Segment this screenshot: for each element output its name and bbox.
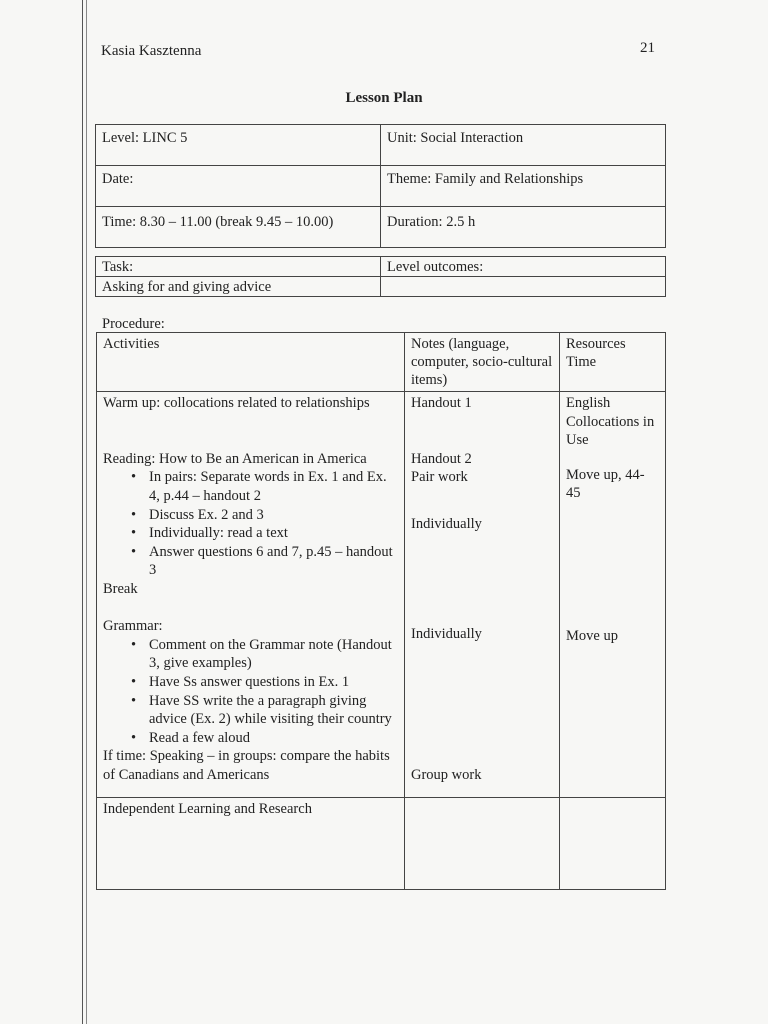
list-item: • Discuss Ex. 2 and 3 [103, 506, 398, 525]
author-name: Kasia Kasztenna [101, 43, 202, 59]
warmup-activity: Warm up: collocations related to relationships [103, 395, 370, 411]
task-value: Asking for and giving advice [96, 277, 381, 297]
activities-cell [97, 392, 405, 798]
task-table [95, 256, 666, 297]
level-cell: Level: LINC 5 [96, 125, 381, 166]
grammar-steps [103, 636, 398, 748]
resource-move-up: Move up [566, 627, 618, 644]
resources-header: Resources Time [560, 333, 666, 392]
note-pair-work: Pair work [411, 469, 468, 486]
list-item: • Individually: read a text [103, 524, 398, 543]
outcomes-label: Level outcomes: [381, 257, 666, 277]
reading-steps [103, 468, 398, 580]
list-item: • Comment on the Grammar note (Handout 3, give examples) [103, 636, 398, 673]
activities-header: Activities [97, 333, 405, 392]
page-number: 21 [640, 40, 655, 56]
list-item: • Answer questions 6 and 7, p.45 – handout 3 [103, 543, 398, 580]
time-cell: Time: 8.30 – 11.00 (break 9.45 – 10.00) [96, 207, 381, 248]
resource-move-up-pages: Move up, 44-45 [566, 466, 645, 502]
resource-collocations: English Collocations in Use [566, 395, 655, 449]
list-item: • In pairs: Separate words in Ex. 1 and Ex. 4, p.44 – handout 2 [103, 468, 398, 505]
independent-learning-cell: Independent Learning and Research [97, 798, 405, 890]
unit-cell: Unit: Social Interaction [381, 125, 666, 166]
duration-cell: Duration: 2.5 h [381, 207, 666, 248]
list-item: • Have SS write the a paragraph giving advice (Ex. 2) while visiting their country [103, 692, 398, 729]
list-item: • Read a few aloud [103, 729, 398, 748]
note-group-work: Group work [411, 766, 482, 783]
break-label: Break [103, 580, 138, 597]
notes-header: Notes (language, computer, socio-cultural items) [405, 333, 560, 392]
note-handout-2: Handout 2 [411, 450, 472, 467]
page-edge-line [86, 0, 87, 1024]
reading-title: Reading: How to Be an American in America [103, 450, 367, 467]
note-individually: Individually [411, 515, 482, 532]
independent-resources-cell [560, 798, 666, 890]
note-individually: Individually [411, 626, 482, 643]
grammar-title: Grammar: [103, 618, 163, 635]
procedure-label: Procedure: [102, 316, 165, 332]
lesson-info-table [95, 124, 666, 248]
procedure-table [96, 332, 666, 890]
note-handout-1: Handout 1 [411, 395, 472, 411]
task-label: Task: [96, 257, 381, 277]
independent-notes-cell [405, 798, 560, 890]
date-cell: Date: [96, 166, 381, 207]
outcomes-value [381, 277, 666, 297]
page-edge-line [82, 0, 83, 1024]
notes-cell [405, 392, 560, 798]
page-title: Lesson Plan [345, 90, 423, 106]
list-item: • Have Ss answer questions in Ex. 1 [103, 673, 398, 692]
if-time-activity: If time: Speaking – in groups: compare the habits of Canadians and Americans [103, 748, 390, 783]
resources-cell [560, 392, 666, 798]
theme-cell: Theme: Family and Relationships [381, 166, 666, 207]
